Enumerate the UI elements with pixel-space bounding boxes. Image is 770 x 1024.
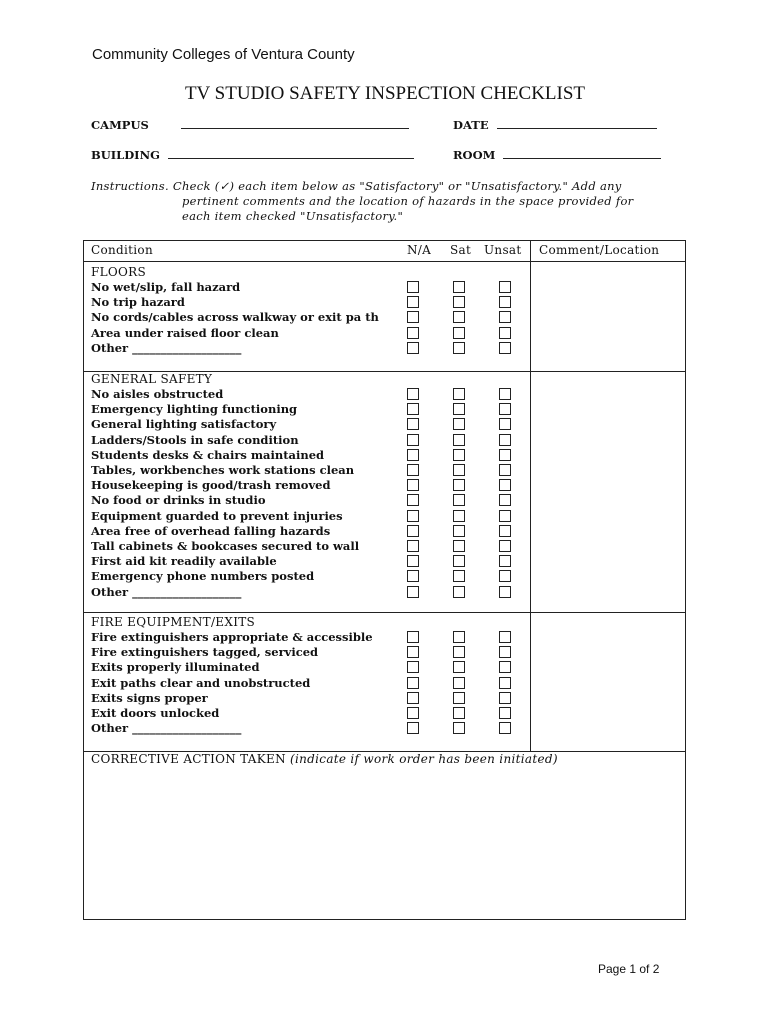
- checklist-item-label: Emergency phone numbers posted: [91, 569, 315, 584]
- room-label: ROOM: [453, 148, 496, 162]
- section-title: FLOORS: [91, 265, 147, 279]
- checkbox-sat[interactable]: [453, 388, 465, 400]
- checkbox-na[interactable]: [407, 677, 419, 689]
- checkbox-sat[interactable]: [453, 434, 465, 446]
- checkbox-na[interactable]: [407, 540, 419, 552]
- table-right-border: [685, 240, 686, 920]
- checklist-item-label: Equipment guarded to prevent injuries: [91, 508, 343, 523]
- corrective-action-label: CORRECTIVE ACTION TAKEN: [91, 752, 286, 766]
- checkbox-sat[interactable]: [453, 722, 465, 734]
- organization-name: Community Colleges of Ventura County: [92, 46, 355, 63]
- checklist-item-label: Ladders/Stools in safe condition: [91, 432, 299, 447]
- date-label: DATE: [453, 118, 489, 132]
- header-na: N/A: [407, 243, 432, 257]
- checkbox-sat[interactable]: [453, 677, 465, 689]
- checkbox-unsat[interactable]: [499, 464, 511, 476]
- checkbox-unsat[interactable]: [499, 296, 511, 308]
- checkbox-sat[interactable]: [453, 281, 465, 293]
- general-safety-section-divider: [83, 612, 686, 613]
- checkbox-unsat[interactable]: [499, 418, 511, 430]
- checkbox-unsat[interactable]: [499, 403, 511, 415]
- checklist-item-label: Exit doors unlocked: [91, 706, 220, 720]
- checklist-item-label: Other ___________________: [91, 340, 242, 355]
- checkbox-na[interactable]: [407, 661, 419, 673]
- building-field[interactable]: [91, 148, 414, 162]
- header-sat: Sat: [450, 243, 472, 257]
- checkbox-na[interactable]: [407, 631, 419, 643]
- checklist-item-label: Exits properly illuminated: [91, 660, 260, 675]
- checkbox-sat[interactable]: [453, 707, 465, 719]
- checkbox-unsat[interactable]: [499, 677, 511, 689]
- campus-label: CAMPUS: [91, 118, 149, 132]
- checkbox-unsat[interactable]: [499, 722, 511, 734]
- room-line[interactable]: [503, 148, 661, 159]
- instructions: [91, 179, 691, 224]
- header-unsat: Unsat: [484, 243, 522, 257]
- checkbox-sat[interactable]: [453, 464, 465, 476]
- checkbox-unsat[interactable]: [499, 281, 511, 293]
- checkbox-unsat[interactable]: [499, 449, 511, 461]
- checkbox-na[interactable]: [407, 464, 419, 476]
- checklist-item-label: Housekeeping is good/trash removed: [91, 478, 331, 493]
- header-condition: Condition: [91, 243, 153, 257]
- checkbox-sat[interactable]: [453, 479, 465, 491]
- checkbox-sat[interactable]: [453, 296, 465, 308]
- checkbox-sat[interactable]: [453, 646, 465, 658]
- checklist-item-label: No food or drinks in studio: [91, 493, 266, 508]
- checkbox-na[interactable]: [407, 296, 419, 308]
- checkbox-sat[interactable]: [453, 661, 465, 673]
- checklist-item-label: No wet/slip, fall hazard: [91, 280, 241, 294]
- checkbox-na[interactable]: [407, 707, 419, 719]
- checkbox-sat[interactable]: [453, 403, 465, 415]
- checkbox-unsat[interactable]: [499, 327, 511, 339]
- building-label: BUILDING: [91, 148, 160, 162]
- checkbox-unsat[interactable]: [499, 631, 511, 643]
- corrective-action-note: (indicate if work order has been initiated): [290, 752, 558, 766]
- checkbox-unsat[interactable]: [499, 692, 511, 704]
- checkbox-na[interactable]: [407, 388, 419, 400]
- checkbox-sat[interactable]: [453, 692, 465, 704]
- checkbox-unsat[interactable]: [499, 388, 511, 400]
- checklist-item-label: Exits signs proper: [91, 690, 208, 705]
- checklist-item-label: Other ___________________: [91, 721, 242, 736]
- checkbox-unsat[interactable]: [499, 646, 511, 658]
- checklist-item-label: Other ___________________: [91, 584, 242, 599]
- checkbox-sat[interactable]: [453, 449, 465, 461]
- checkbox-na[interactable]: [407, 479, 419, 491]
- campus-line[interactable]: [181, 118, 409, 129]
- checkbox-unsat[interactable]: [499, 707, 511, 719]
- building-line[interactable]: [168, 148, 414, 159]
- checklist-item-label: Tall cabinets & bookcases secured to wall: [91, 539, 360, 553]
- page-number: Page 1 of 2: [598, 962, 660, 976]
- checkbox-na[interactable]: [407, 418, 419, 430]
- date-line[interactable]: [497, 118, 657, 129]
- checklist-item-label: Emergency lighting functioning: [91, 402, 298, 417]
- checkbox-na[interactable]: [407, 525, 419, 537]
- checkbox-na[interactable]: [407, 311, 419, 323]
- checkbox-na[interactable]: [407, 555, 419, 567]
- checkbox-unsat[interactable]: [499, 342, 511, 354]
- checkbox-unsat[interactable]: [499, 555, 511, 567]
- checkbox-sat[interactable]: [453, 631, 465, 643]
- table-top-border: [83, 240, 686, 241]
- checkbox-na[interactable]: [407, 281, 419, 293]
- page-title: TV STUDIO SAFETY INSPECTION CHECKLIST: [184, 83, 586, 104]
- checkbox-sat[interactable]: [453, 570, 465, 582]
- comment-column-divider: [530, 240, 531, 752]
- checkbox-na[interactable]: [407, 449, 419, 461]
- checklist-item-label: Area free of overhead falling hazards: [91, 523, 331, 538]
- checkbox-sat[interactable]: [453, 525, 465, 537]
- checkbox-sat[interactable]: [453, 311, 465, 323]
- checkbox-sat[interactable]: [453, 494, 465, 506]
- checkbox-sat[interactable]: [453, 586, 465, 598]
- checkbox-sat[interactable]: [453, 540, 465, 552]
- checkbox-na[interactable]: [407, 722, 419, 734]
- checklist-item-label: No aisles obstructed: [91, 387, 224, 401]
- checklist-item-label: Fire extinguishers tagged, serviced: [91, 645, 319, 660]
- checkbox-na[interactable]: [407, 646, 419, 658]
- section-title: GENERAL SAFETY: [91, 372, 213, 386]
- checkbox-sat[interactable]: [453, 418, 465, 430]
- checkbox-unsat[interactable]: [499, 540, 511, 552]
- checkbox-sat[interactable]: [453, 555, 465, 567]
- checklist-item-label: Tables, workbenches work stations clean: [91, 463, 355, 477]
- checkbox-unsat[interactable]: [499, 586, 511, 598]
- instructions-line-2: pertinent comments and the location of hazards in the space provided for: [182, 194, 634, 208]
- checkbox-na[interactable]: [407, 327, 419, 339]
- checkbox-na[interactable]: [407, 403, 419, 415]
- corrective-action[interactable]: [91, 752, 558, 766]
- section-title: FIRE EQUIPMENT/EXITS: [91, 615, 256, 629]
- checkbox-sat[interactable]: [453, 327, 465, 339]
- date-field[interactable]: [453, 118, 657, 132]
- checkbox-unsat[interactable]: [499, 311, 511, 323]
- checklist-item-label: No cords/cables across walkway or exit pa th: [91, 310, 379, 325]
- checkbox-unsat[interactable]: [499, 434, 511, 446]
- checkbox-sat[interactable]: [453, 510, 465, 522]
- table-left-border: [83, 240, 84, 920]
- table-bottom-border: [83, 919, 686, 920]
- room-field[interactable]: [453, 148, 661, 162]
- checkbox-na[interactable]: [407, 510, 419, 522]
- checkbox-unsat[interactable]: [499, 494, 511, 506]
- header-row-divider: [83, 261, 686, 262]
- checkbox-unsat[interactable]: [499, 479, 511, 491]
- checkbox-na[interactable]: [407, 570, 419, 582]
- checklist-item-label: Fire extinguishers appropriate & accessible: [91, 630, 373, 644]
- checkbox-na[interactable]: [407, 586, 419, 598]
- instructions-line-3: each item checked "Unsatisfactory.": [182, 209, 404, 223]
- checklist-item-label: Students desks & chairs maintained: [91, 447, 325, 462]
- checkbox-na[interactable]: [407, 434, 419, 446]
- header-comment-location: Comment/Location: [539, 243, 660, 257]
- checklist-item-label: Exit paths clear and unobstructed: [91, 675, 311, 690]
- checkbox-na[interactable]: [407, 692, 419, 704]
- checklist-item-label: Area under raised floor clean: [91, 325, 279, 340]
- checklist-item-label: General lighting satisfactory: [91, 417, 277, 432]
- checklist-item-label: No trip hazard: [91, 295, 185, 310]
- checkbox-unsat[interactable]: [499, 570, 511, 582]
- checkbox-unsat[interactable]: [499, 525, 511, 537]
- checklist-item-label: First aid kit readily available: [91, 554, 277, 569]
- checkbox-unsat[interactable]: [499, 661, 511, 673]
- campus-field[interactable]: [91, 118, 409, 132]
- instructions-line-1: Instructions. Check (✓) each item below as "Satisfactory" or "Unsatisfactory." Add any: [91, 179, 622, 193]
- checkbox-unsat[interactable]: [499, 510, 511, 522]
- checkbox-sat[interactable]: [453, 342, 465, 354]
- checkbox-na[interactable]: [407, 342, 419, 354]
- checkbox-na[interactable]: [407, 494, 419, 506]
